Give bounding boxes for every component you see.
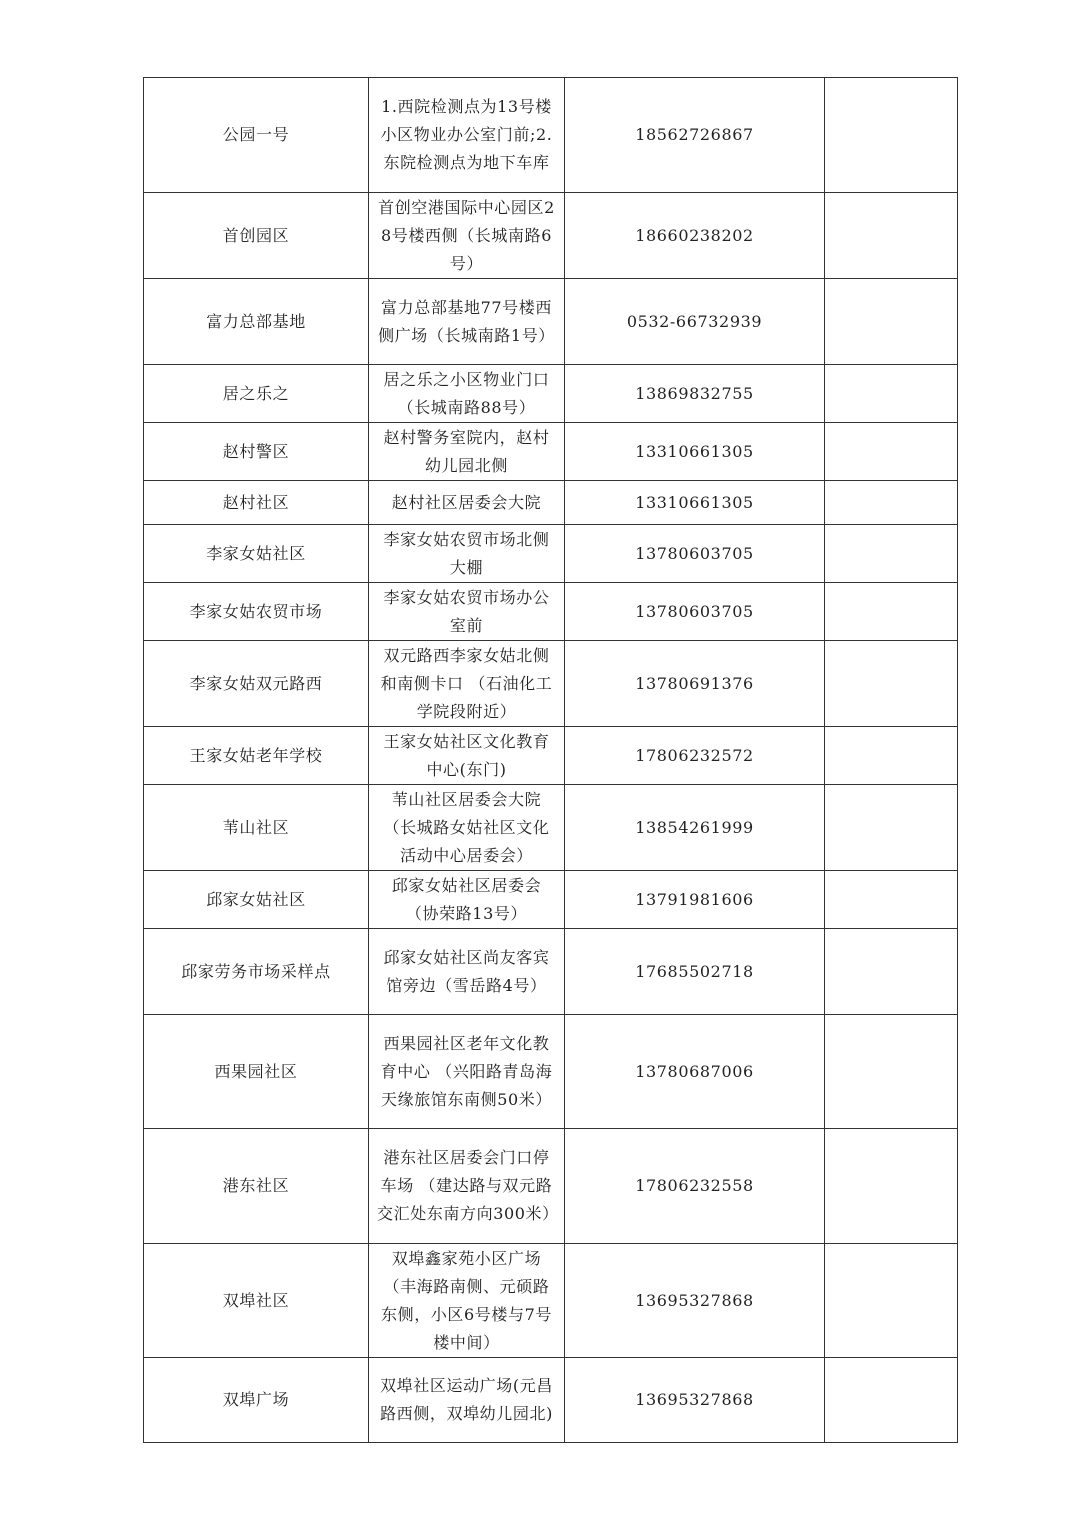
table-row [144, 481, 958, 525]
site-note-cell [825, 727, 958, 785]
site-address-cell: 双埠社区运动广场(元昌路西侧，双埠幼儿园北) [369, 1358, 565, 1443]
site-address-cell: 李家女姑农贸市场办公室前 [369, 583, 565, 641]
site-phone-cell: 13780603705 [565, 583, 825, 641]
site-name-cell: 邱家劳务市场采样点 [144, 929, 369, 1015]
site-note-cell [825, 785, 958, 871]
site-name-cell: 赵村社区 [144, 481, 369, 525]
site-note-cell [825, 78, 958, 193]
site-name-cell: 王家女姑老年学校 [144, 727, 369, 785]
site-note-cell [825, 481, 958, 525]
table-row [144, 727, 958, 785]
site-name-cell: 李家女姑双元路西 [144, 641, 369, 727]
table-row [144, 193, 958, 279]
site-address-cell: 赵村警务室院内，赵村幼儿园北侧 [369, 423, 565, 481]
site-name-cell: 西果园社区 [144, 1015, 369, 1129]
site-note-cell [825, 525, 958, 583]
site-phone-cell: 13310661305 [565, 481, 825, 525]
table-row [144, 525, 958, 583]
site-phone-cell: 0532-66732939 [565, 279, 825, 365]
site-address-cell: 双埠鑫家苑小区广场（丰海路南侧、元硕路东侧，小区6号楼与7号楼中间） [369, 1244, 565, 1358]
site-phone-cell: 17685502718 [565, 929, 825, 1015]
site-note-cell [825, 1129, 958, 1244]
site-address-cell: 邱家女姑社区尚友客宾馆旁边（雪岳路4号） [369, 929, 565, 1015]
site-note-cell [825, 929, 958, 1015]
site-name-cell: 李家女姑农贸市场 [144, 583, 369, 641]
table-row [144, 929, 958, 1015]
site-note-cell [825, 871, 958, 929]
table-row [144, 785, 958, 871]
table-row [144, 871, 958, 929]
site-address-cell: 西果园社区老年文化教育中心 （兴阳路青岛海天缘旅馆东南侧50米） [369, 1015, 565, 1129]
site-address-cell: 李家女姑农贸市场北侧大棚 [369, 525, 565, 583]
site-address-cell: 1.西院检测点为13号楼小区物业办公室门前;2.东院检测点为地下车库 [369, 78, 565, 193]
table-row [144, 78, 958, 193]
site-address-cell: 苇山社区居委会大院（长城路女姑社区文化活动中心居委会） [369, 785, 565, 871]
site-name-cell: 港东社区 [144, 1129, 369, 1244]
table-row [144, 279, 958, 365]
testing-sites-table [143, 77, 958, 1443]
site-name-cell: 富力总部基地 [144, 279, 369, 365]
site-phone-cell: 18660238202 [565, 193, 825, 279]
site-note-cell [825, 365, 958, 423]
site-address-cell: 富力总部基地77号楼西侧广场（长城南路1号） [369, 279, 565, 365]
site-phone-cell: 13695327868 [565, 1358, 825, 1443]
site-address-cell: 首创空港国际中心园区28号楼西侧（长城南路6号） [369, 193, 565, 279]
site-address-cell: 赵村社区居委会大院 [369, 481, 565, 525]
site-name-cell: 首创园区 [144, 193, 369, 279]
site-phone-cell: 13869832755 [565, 365, 825, 423]
site-address-cell: 双元路西李家女姑北侧和南侧卡口 （石油化工学院段附近） [369, 641, 565, 727]
site-phone-cell: 13310661305 [565, 423, 825, 481]
site-name-cell: 双埠社区 [144, 1244, 369, 1358]
site-name-cell: 苇山社区 [144, 785, 369, 871]
site-phone-cell: 18562726867 [565, 78, 825, 193]
table-body [144, 78, 958, 1443]
site-note-cell [825, 193, 958, 279]
site-name-cell: 公园一号 [144, 78, 369, 193]
site-note-cell [825, 279, 958, 365]
site-address-cell: 邱家女姑社区居委会（协荣路13号） [369, 871, 565, 929]
site-phone-cell: 13780687006 [565, 1015, 825, 1129]
site-address-cell: 居之乐之小区物业门口（长城南路88号） [369, 365, 565, 423]
site-phone-cell: 13791981606 [565, 871, 825, 929]
site-name-cell: 赵村警区 [144, 423, 369, 481]
table-row [144, 1244, 958, 1358]
site-name-cell: 李家女姑社区 [144, 525, 369, 583]
site-phone-cell: 13854261999 [565, 785, 825, 871]
site-note-cell [825, 583, 958, 641]
site-name-cell: 邱家女姑社区 [144, 871, 369, 929]
site-address-cell: 港东社区居委会门口停车场 （建达路与双元路交汇处东南方向300米） [369, 1129, 565, 1244]
site-phone-cell: 13695327868 [565, 1244, 825, 1358]
table-row [144, 423, 958, 481]
site-note-cell [825, 1015, 958, 1129]
site-name-cell: 双埠广场 [144, 1358, 369, 1443]
site-address-cell: 王家女姑社区文化教育中心(东门) [369, 727, 565, 785]
site-phone-cell: 17806232572 [565, 727, 825, 785]
table-row [144, 365, 958, 423]
site-phone-cell: 17806232558 [565, 1129, 825, 1244]
table-row [144, 641, 958, 727]
site-phone-cell: 13780603705 [565, 525, 825, 583]
site-note-cell [825, 1358, 958, 1443]
table-row [144, 583, 958, 641]
site-phone-cell: 13780691376 [565, 641, 825, 727]
table-row [144, 1129, 958, 1244]
site-note-cell [825, 641, 958, 727]
site-note-cell [825, 1244, 958, 1358]
table-row [144, 1358, 958, 1443]
site-note-cell [825, 423, 958, 481]
table-row [144, 1015, 958, 1129]
site-name-cell: 居之乐之 [144, 365, 369, 423]
